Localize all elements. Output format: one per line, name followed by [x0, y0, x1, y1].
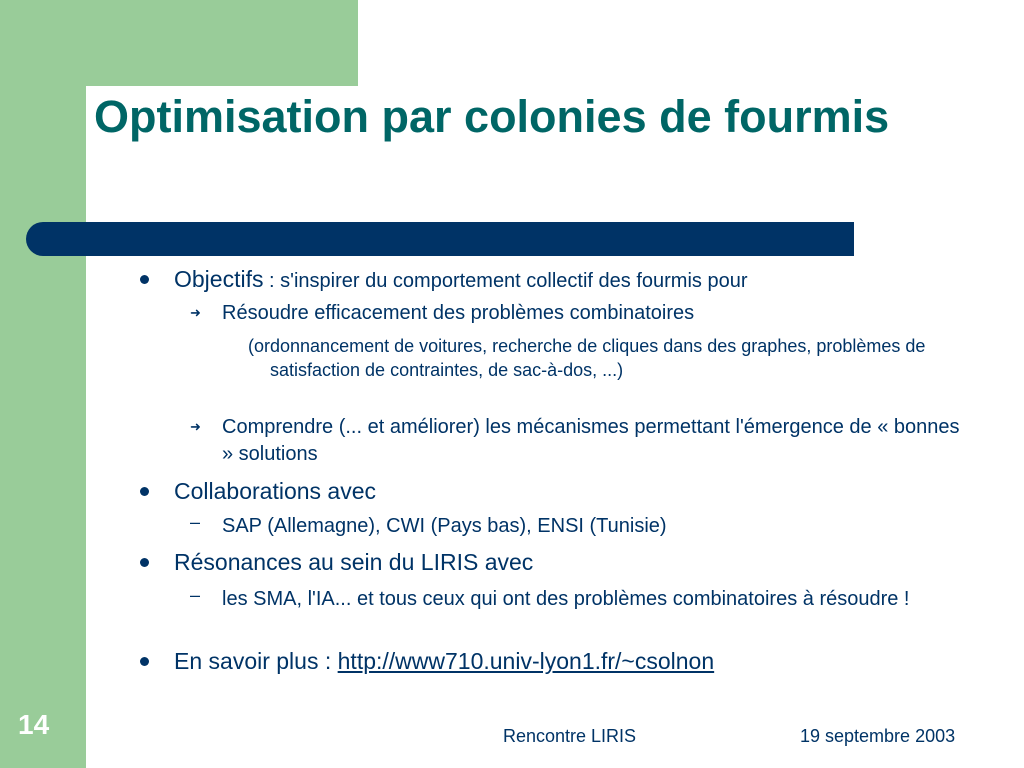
bullet-objectifs: [174, 265, 974, 295]
objectifs-label: Objectifs: [174, 266, 264, 292]
sub-bullet-resoudre: Résoudre efficacement des problèmes combinatoires: [222, 302, 695, 324]
savoir-label: En savoir plus :: [174, 648, 338, 674]
bullet-collaborations: Collaborations avec: [174, 478, 377, 504]
bullet-dot-icon: [140, 657, 149, 666]
footer-date: 19 septembre 2003: [800, 726, 956, 746]
slide-title: Optimisation par colonies de fourmis: [94, 91, 890, 142]
decorative-side-band: [0, 0, 86, 768]
arrow-bullet-icon: ➜: [190, 305, 201, 320]
page-number: 14: [18, 709, 50, 740]
arrow-bullet-icon: ➜: [190, 419, 201, 434]
bullet-savoir-plus: [174, 647, 974, 675]
dash-bullet-icon: –: [190, 512, 201, 532]
objectifs-text: : s'inspirer du comportement collectif des fourmis pour: [263, 270, 748, 292]
sub-sub-bullet-examples: (ordonnancement de voitures, recherche de cliques dans des graphes, problèmes de satisfaction de contraintes, de sac-à-dos, ...): [248, 336, 926, 380]
title-underline-bar: [26, 222, 854, 256]
dash-bullet-icon: –: [190, 585, 201, 605]
bullet-resonances: Résonances au sein du LIRIS avec: [174, 549, 534, 575]
footer-event: Rencontre LIRIS: [503, 726, 637, 746]
bullet-dot-icon: [140, 275, 149, 284]
bullet-dot-icon: [140, 558, 149, 567]
bullet-dot-icon: [140, 487, 149, 496]
sub-bullet-partners: SAP (Allemagne), CWI (Pays bas), ENSI (Tunisie): [222, 515, 667, 537]
url-link[interactable]: http://www710.univ-lyon1.fr/~csolnon: [337, 648, 715, 674]
sub-bullet-comprendre: Comprendre (... et améliorer) les mécanismes permettant l'émergence de « bonnes » solutions: [222, 416, 960, 465]
sub-bullet-sma: les SMA, l'IA... et tous ceux qui ont des problèmes combinatoires à résoudre !: [222, 588, 910, 610]
